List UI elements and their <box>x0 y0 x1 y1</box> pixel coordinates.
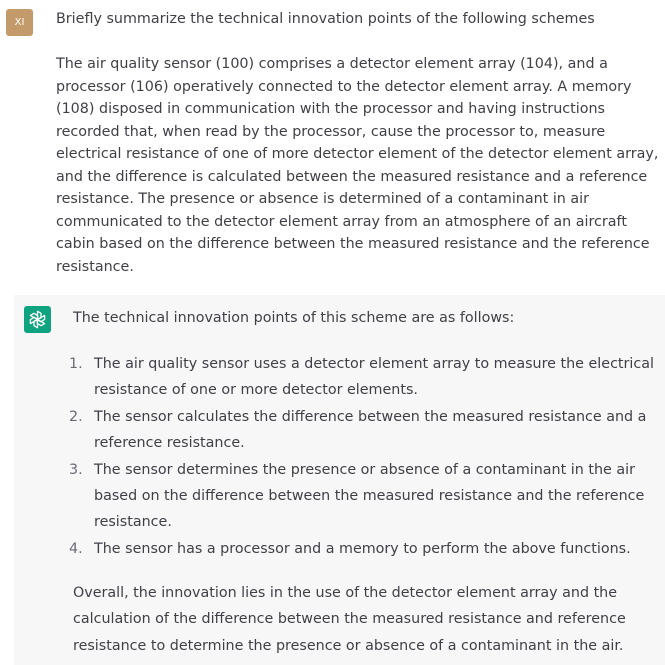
list-item <box>69 351 665 404</box>
assistant-summary <box>73 580 663 659</box>
list-item-line: The sensor determines the presence or absence of a contaminant in the air <box>94 461 635 478</box>
user-prompt-line: communicated to the detector element array from an atmosphere of an aircraft <box>56 213 627 230</box>
user-prompt-line: (108) disposed in communication with the processor and having instructions <box>56 101 605 117</box>
list-number: 4. <box>69 540 83 557</box>
user-prompt-title: Briefly summarize the technical innovation points of the following schemes <box>56 11 595 27</box>
list-item <box>69 457 665 536</box>
assistant-message <box>14 295 665 665</box>
openai-logo-icon <box>24 306 51 333</box>
user-avatar: XI <box>6 9 33 36</box>
list-number: 2. <box>69 408 83 425</box>
list-item-line: The sensor has a processor and a memory to perform the above functions. <box>94 540 631 557</box>
list-item-line: resistance. <box>94 514 172 531</box>
list-item-line: The sensor calculates the difference between the measured resistance and a <box>94 408 647 425</box>
assistant-intro: The technical innovation points of this scheme are as follows: <box>73 310 515 326</box>
user-message <box>0 0 665 292</box>
list-number: 3. <box>69 461 83 478</box>
list-item <box>69 536 665 562</box>
summary-line: calculation of the difference between the measured resistance and reference <box>73 611 626 628</box>
innovation-points-list <box>69 351 665 562</box>
user-prompt-line: resistance. The presence or absence is determined of a contaminant in air <box>56 191 590 207</box>
list-item-line: reference resistance. <box>94 435 245 452</box>
user-prompt-line: recorded that, when read by the processor, cause the processor to, measure <box>56 123 606 140</box>
user-prompt-body <box>56 53 664 278</box>
user-prompt-line: The air quality sensor (100) comprises a detector element array (104), and a <box>56 56 608 72</box>
list-number: 1. <box>69 356 83 372</box>
user-prompt-line: electrical resistance of one of more detector element of the detector element array, <box>56 146 659 162</box>
summary-line: Overall, the innovation lies in the use of the detector element array and the <box>73 585 618 601</box>
list-item <box>69 404 665 457</box>
user-prompt-line: resistance. <box>56 258 134 275</box>
list-item-line: The air quality sensor uses a detector element array to measure the electrical <box>94 356 654 372</box>
summary-line: resistance to determine the presence or absence of a contaminant in the air. <box>73 637 624 654</box>
list-item-line: resistance of one or more detector elements. <box>94 382 418 399</box>
user-prompt-line: and the difference is calculated between the measured resistance and a reference <box>56 168 648 185</box>
user-prompt-line: cabin based on the difference between the measured resistance and the reference <box>56 236 650 252</box>
list-item-line: based on the difference between the measured resistance and the reference <box>94 488 645 505</box>
user-prompt-line: processor (106) operatively connected to the detector element array. A memory <box>56 78 632 95</box>
